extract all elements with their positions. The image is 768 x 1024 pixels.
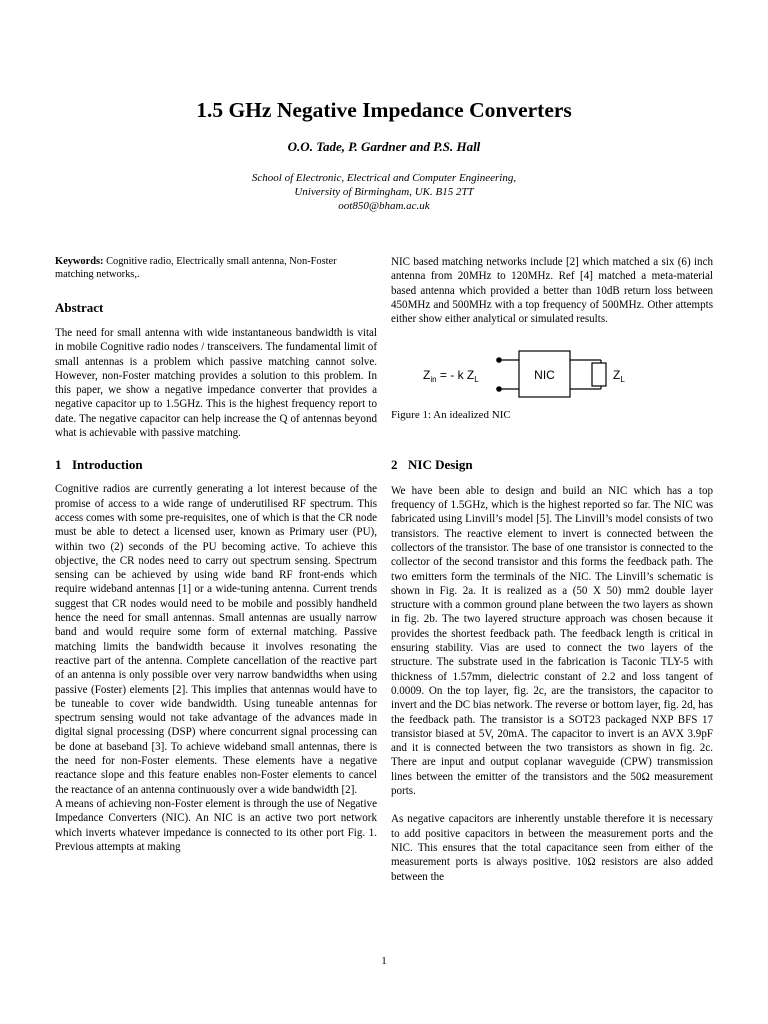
load-impedance — [592, 363, 606, 386]
affiliation-block — [0, 171, 768, 213]
keywords-label: Keywords: — [55, 256, 104, 267]
author-email: oot850@bham.ac.uk — [338, 200, 430, 212]
terminal-dot — [496, 387, 502, 393]
keywords-text: Cognitive radio, Electrically small antenna, Non-Foster matching networks,. — [55, 256, 337, 280]
figure-1 — [391, 346, 713, 404]
nic-block-label: NIC — [534, 368, 555, 383]
introduction-paragraph: Cognitive radios are currently generating a lot interest because of the promise of access to a wide range of underutilised RF spectrum. This access comes with some pre-requisites, one of which is that the CR node must be able to detect a licensed user, known as Primary user (PU), within two (2) seconds of the PU becoming active. To achieve this objective, the CR nodes need to carry out spectrum sensing. Spectrum sensing can be achieved by using wide band RF front-ends which require wideband antennas [1] or a wide-tuning antenna. Current trends suggest that CR nodes would need to be mobile and possibly handheld hence the need for small antennas. Small antennas are usually narrow band and would require some form of external matching. Passive matching limits the bandwidth because it involves resonating the reactive part of the antenna. Complete cancellation of the reactive part of an antenna is only possible over very narrow bandwidths when using passive (Foster) elements [2]. This implies that antennas would have to be tuneable to cover wide bandwidth. Using tuneable antennas for spectrum sensing would not take advantage of the advances made in digital signal processing (DSP) where concurrent signal processing can be done at baseband [3]. To achieve wideband small antennas, there is the need for non-Foster elements. These elements have a negative reactance slope and this feature enables non-Foster elements to cancel the reactance of an antenna continuously over a wide bandwidth [2]. — [55, 483, 377, 796]
nic-design-heading — [391, 457, 713, 473]
left-column — [55, 255, 377, 854]
abstract-text: The need for small antenna with wide instantaneous bandwidth is vital in mobile Cognitive radio nodes / transceivers. The fundamental limit of small antennas is a problem which passive matching cannot solve. However, non-Foster matching provides a solution to this problem. In this paper, we show a negative impedance converter that provides a negative capacitor up to 1.5GHz. This is the highest frequency report to date. The negative capacitor can help increase the Q of antennas beyond what is achievable with passive matching. — [55, 327, 377, 440]
page-number: 1 — [381, 955, 387, 967]
abstract-heading: Abstract — [55, 300, 104, 315]
terminal-dot — [496, 358, 502, 364]
affiliation-line: School of Electronic, Electrical and Computer Engineering, — [251, 172, 517, 184]
section-title: Introduction — [72, 457, 143, 473]
section-number: 1 — [55, 457, 62, 473]
introduction-paragraph: A means of achieving non-Foster element is through the use of Negative Impedance Converters (NIC). An NIC is an active two port network which inverts whatever impedance is connected to its other port Fig. 1. Previous attempts at making — [55, 797, 377, 853]
affiliation-line: University of Birmingham, UK. B15 2TT — [294, 186, 474, 198]
zl-label: $Z_L$ — [613, 368, 625, 385]
section-title: NIC Design — [408, 456, 473, 472]
figure-1-caption: Figure 1: An idealized NIC — [391, 409, 511, 422]
nic-design-paragraph: As negative capacitors are inherently unstable therefore it is necessary to add positive capacitors in between the measurement ports and the NIC. This ensures that the total capacitance seen from either of the measurement ports is always positive. 10Ω resistors are also added between the — [391, 813, 713, 883]
paper-authors: O.O. Tade, P. Gardner and P.S. Hall — [287, 139, 481, 154]
nic-diagram — [391, 346, 713, 404]
right-column — [391, 255, 713, 884]
nic-design-paragraph: We have been able to design and build an NIC which has a top frequency of 1.5GHz, which is the highest reported so far. The NIC was fabricated using Linvill’s model [5]. The Linvill’s model consists of two transistors. The reactive element to invert is connected between the collectors of the transistor. The base of one transistor is connected to the collector of the second transistor and this forms the feedback path. The two emitters form the terminals of the NIC. The Linvill’s schematic is shown in Fig. 2a. It is realized as a (50 X 50) mm2 double layer structure with a common ground plane between the two layers as shown in fig. 2b. The two layered structure approach was chosen because it provides the shortest feedback path. The feedback length is critical in ensuring stability. Vias are used to connect the two layers of the structure. The substrate used in the fabrication is Taconic TLY-5 with thickness of 1.57mm, dielectric constant of 2.2 and loss tangent of 0.0009. On the top layer, fig. 2c, are the transistors, the capacitor to invert and the DC bias network. The reverse or bottom layer, fig. 2d, has the feedback path. The transistor is a SOT23 packaged NXP BFS 17 transistor biased at 5V, 20mA. The capacitor to invert is an AVX 3.9pF and it is connected between the two transistors as shown in fig. 2c. There are input and output coplanar waveguide (CPW) transmission lines between the emitter of the transistors and the 50Ω measurement ports. — [391, 484, 713, 798]
introduction-heading — [55, 457, 377, 473]
section-number: 2 — [391, 456, 398, 472]
paper-title: 1.5 GHz Negative Impedance Converters — [196, 98, 572, 122]
keywords — [55, 255, 377, 281]
right-intro-paragraph: NIC based matching networks include [2] which matched a six (6) inch antenna from 20MHz to 120MHz. Ref [4] matched a meta-material based antenna which provided a better than 10dB return loss between 450MHz and 500MHz with a top frequency of 500MHz. Other attempts either show either analytical or simulated results. — [391, 256, 713, 326]
zin-label: $Z_{in}$ = - k $Z_L$ — [423, 368, 479, 385]
